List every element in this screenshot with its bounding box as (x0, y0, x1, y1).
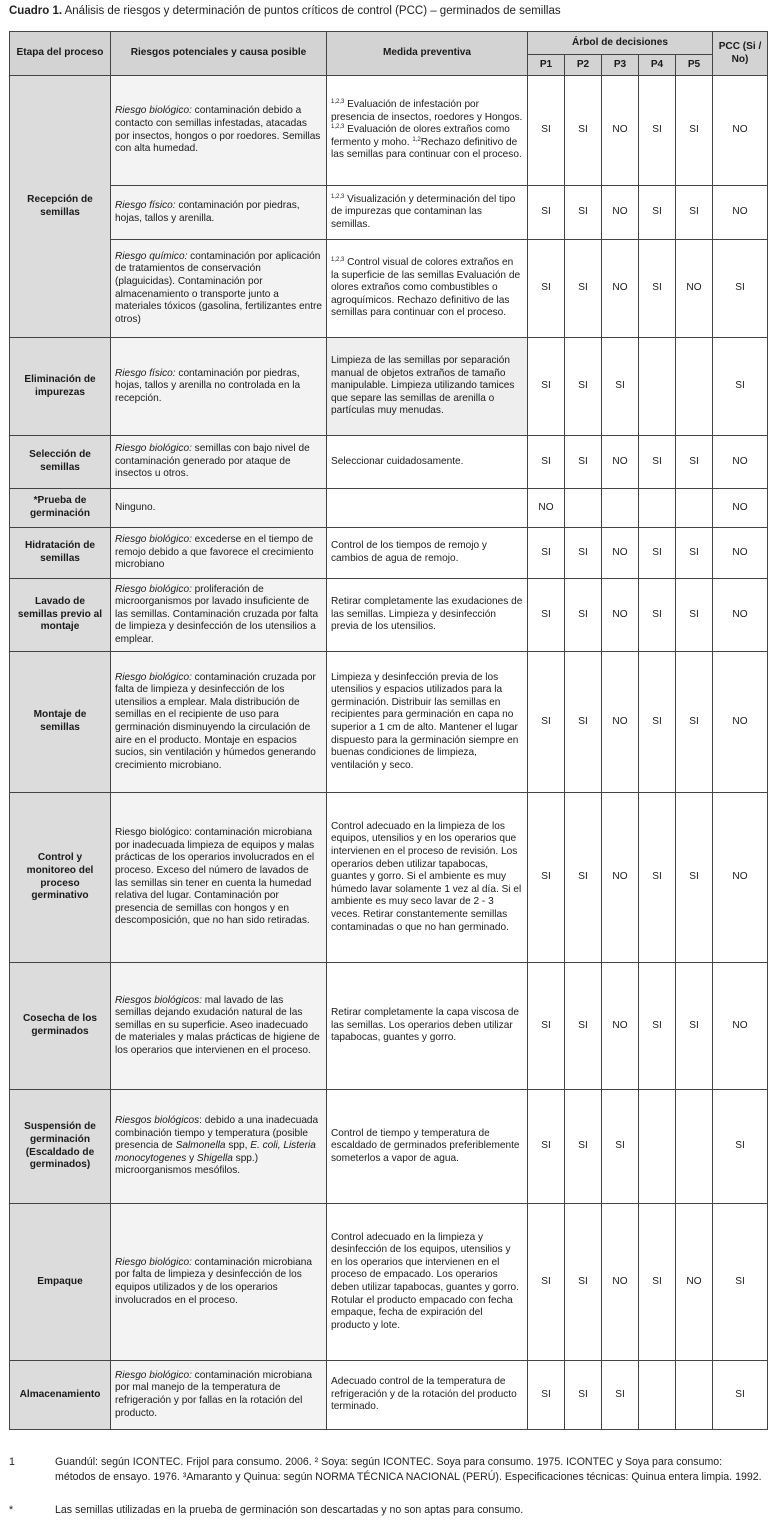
table-row (10, 579, 768, 652)
pcc-cell: NO (713, 963, 768, 1090)
p1-cell: SI (528, 240, 565, 338)
risk-type: Riesgos biológicos (115, 1115, 200, 1127)
p1-cell: SI (528, 579, 565, 652)
ref-sup: 1,2,3 (331, 193, 345, 200)
risk-cell (111, 1361, 327, 1430)
measure-text: Visualización y determinación del tipo de impurezas que contaminan las semillas. (331, 193, 516, 230)
stage-cell: *Prueba de germinación (10, 489, 111, 528)
table-row (10, 338, 768, 436)
p2-cell: SI (565, 1204, 602, 1361)
p2-cell: SI (565, 1361, 602, 1430)
p4-cell (639, 489, 676, 528)
p4-cell: SI (639, 1204, 676, 1361)
ref-sup: 1,2 (412, 136, 421, 143)
p1-cell: SI (528, 338, 565, 436)
risk-text: contaminación microbiana por mal manejo de la temperatura de refrigeración y por fallas en la rotación del producto. (115, 1369, 312, 1419)
p5-cell (676, 338, 713, 436)
stage-cell: Selección de semillas (10, 436, 111, 489)
p5-cell: SI (676, 963, 713, 1090)
risk-cell (111, 338, 327, 436)
risk-type: Riesgo químico: (115, 250, 188, 262)
header-pcc: PCC (Si / No) (713, 32, 768, 76)
p3-cell: NO (602, 436, 639, 489)
p4-cell (639, 1361, 676, 1430)
p5-cell: SI (676, 579, 713, 652)
risk-text: semillas con bajo nivel de contaminación generado por ataque de insectos u otros. (115, 443, 310, 480)
risk-type: Riesgo físico: (115, 199, 176, 211)
header-p3: P3 (602, 55, 639, 76)
p4-cell: SI (639, 963, 676, 1090)
caption-title: Análisis de riesgos y determinación de puntos críticos de control (PCC) – germinados de semillas (64, 5, 561, 17)
p1-cell: NO (528, 489, 565, 528)
p3-cell: NO (602, 76, 639, 186)
stage-cell: Control y monitoreo del proceso germinativo (10, 793, 111, 963)
header-p2: P2 (565, 55, 602, 76)
risk-type: Riesgos biológicos: (115, 994, 202, 1006)
footnote-mark: * (9, 1504, 14, 1516)
measure-cell: Limpieza de las semillas por separación manual de objetos extraños de tamaño manipulable. Limpieza utilizando tamices que separe las semillas de arenilla o partículas muy menudas. (327, 338, 528, 436)
caption-label: Cuadro 1. (9, 5, 63, 17)
table-row (10, 186, 768, 240)
p3-cell: NO (602, 793, 639, 963)
p4-cell: SI (639, 76, 676, 186)
p2-cell: SI (565, 186, 602, 240)
risk-cell (111, 76, 327, 186)
p3-cell: NO (602, 963, 639, 1090)
p5-cell: SI (676, 652, 713, 793)
risk-cell (111, 963, 327, 1090)
risk-type: Riesgo biológico: (115, 534, 192, 546)
risk-text: spp, (225, 1140, 251, 1152)
table-row (10, 436, 768, 489)
risk-cell (111, 489, 327, 528)
measure-cell: Control adecuado en la limpieza de los equipos, utensilios y en los operarios que intervienen en el proceso de revisión. Los operarios deben utilizar tapabocas, guantes y gorro. Si el ambiente es muy húmedo lavar solamente 1 vez al día. Si el ambiente es muy seco lavar de 2 - 3 veces. Retirar constantemente semillas contaminadas o que no han germinado. (327, 793, 528, 963)
p4-cell: SI (639, 240, 676, 338)
risk-species: Shigella (196, 1152, 233, 1164)
risk-cell (111, 1204, 327, 1361)
pcc-cell: NO (713, 186, 768, 240)
table-row (10, 240, 768, 338)
stage-cell: Suspensión de germinación (Escaldado de germinados) (10, 1090, 111, 1204)
p3-cell: NO (602, 652, 639, 793)
header-risk: Riesgos potenciales y causa posible (111, 32, 327, 76)
pcc-cell: NO (713, 793, 768, 963)
risk-cell (111, 793, 327, 963)
p4-cell: SI (639, 186, 676, 240)
p2-cell: SI (565, 436, 602, 489)
risk-text: contaminación debido a contacto con semillas infestadas, atacadas por insectos, hongos o por roedores. Semillas con alta humedad. (115, 105, 321, 155)
measure-cell (327, 240, 528, 338)
table-row (10, 652, 768, 793)
ref-sup: 1,2,3 (331, 257, 345, 264)
risk-type: Riesgo biológico: (115, 1369, 192, 1381)
header-measure: Medida preventiva (327, 32, 528, 76)
risk-type: Riesgo biológico: (115, 1256, 192, 1268)
stage-cell: Almacenamiento (10, 1361, 111, 1430)
p3-cell: NO (602, 240, 639, 338)
measure-cell: Retirar completamente la capa viscosa de las semillas. Los operarios deben utilizar tapabocas, guantes y gorro. (327, 963, 528, 1090)
pcc-cell: NO (713, 528, 768, 579)
p2-cell: SI (565, 240, 602, 338)
p3-cell: SI (602, 1361, 639, 1430)
p2-cell: SI (565, 1090, 602, 1204)
measure-text: Evaluación de infestación por presencia de insectos, roedores y Hongos. (331, 99, 523, 123)
p4-cell (639, 338, 676, 436)
risk-text: contaminación por piedras, hojas, tallos y arenilla no controlada en la recepción. (115, 367, 301, 404)
p1-cell: SI (528, 436, 565, 489)
p3-cell: SI (602, 338, 639, 436)
measure-cell (327, 489, 528, 528)
p2-cell: SI (565, 579, 602, 652)
p4-cell: SI (639, 579, 676, 652)
risk-type: Riesgo biológico: (115, 105, 192, 117)
header-stage: Etapa del proceso (10, 32, 111, 76)
risk-text: contaminación microbiana por falta de limpieza y desinfección de los equipos utilizados y de los operarios involucrados en el proceso. (115, 1256, 312, 1306)
p3-cell: NO (602, 528, 639, 579)
ref-sup: 1,2,3 (331, 99, 345, 106)
stage-cell: Cosecha de los germinados (10, 963, 111, 1090)
p2-cell: SI (565, 963, 602, 1090)
p5-cell (676, 1090, 713, 1204)
stage-cell: Empaque (10, 1204, 111, 1361)
risk-species: E. coli, Listeria monocytogenes (115, 1140, 316, 1164)
p5-cell: NO (676, 240, 713, 338)
stage-cell: Eliminación de impurezas (10, 338, 111, 436)
measure-text: Rechazo definitivo de las semillas para continuar con el proceso. (331, 136, 522, 161)
table-row (10, 1204, 768, 1361)
risk-type: Riesgo biológico: (115, 671, 192, 683)
p1-cell: SI (528, 1361, 565, 1430)
pcc-cell: NO (713, 489, 768, 528)
risk-text: Ninguno. (115, 501, 156, 513)
table-row (10, 793, 768, 963)
footnote-text: Guandúl: según ICONTEC. Frijol para consumo. 2006. ² Soya: según ICONTEC. Soya para consumo. 1975. ICONTEC y Soya para consumo: métodos de ensayo. 1976. ³Amaranto y Quinua: según NORMA TÉCNICA NACIONAL (PERÚ). Especificaciones técnicas: Quinua entera limpia. 1992. (55, 1456, 762, 1483)
p1-cell: SI (528, 76, 565, 186)
risk-cell (111, 1090, 327, 1204)
pcc-cell: NO (713, 652, 768, 793)
table-row (10, 76, 768, 186)
risk-text: spp.) microorganismos mesófilos. (115, 1152, 259, 1177)
table-caption (9, 5, 561, 17)
pcc-cell: NO (713, 436, 768, 489)
stage-cell: Lavado de semillas previo al montaje (10, 579, 111, 652)
table-row (10, 1090, 768, 1204)
stage-cell: Hidratación de semillas (10, 528, 111, 579)
header-decision-tree: Árbol de decisiones (528, 32, 713, 55)
pcc-cell: SI (713, 1361, 768, 1430)
measure-text: Control visual de colores extraños en la superficie de las semillas Evaluación de olores extraños como combustibles o agroquímicos. Rechazo definitivo de las semillas para continuar con el proceso. (331, 257, 521, 319)
p1-cell: SI (528, 1204, 565, 1361)
stage-cell: Montaje de semillas (10, 652, 111, 793)
risk-species: Salmonella (175, 1140, 226, 1152)
pcc-cell: NO (713, 76, 768, 186)
p2-cell (565, 489, 602, 528)
risk-cell (111, 240, 327, 338)
p3-cell: SI (602, 1090, 639, 1204)
p2-cell: SI (565, 652, 602, 793)
measure-cell: Control de tiempo y temperatura de escaldado de germinados preferiblemente someterlos a vapor de agua. (327, 1090, 528, 1204)
measure-cell: Retirar completamente las exudaciones de las semillas. Limpieza y desinfección previa de los utensilios. (327, 579, 528, 652)
ref-sup: 1,2,3 (331, 124, 345, 131)
p2-cell: SI (565, 793, 602, 963)
pcc-cell: SI (713, 338, 768, 436)
p4-cell (639, 1090, 676, 1204)
p2-cell: SI (565, 338, 602, 436)
risk-type: Riesgo biológico: (115, 583, 192, 595)
p3-cell: NO (602, 579, 639, 652)
risk-cell (111, 579, 327, 652)
p3-cell: NO (602, 1204, 639, 1361)
p4-cell: SI (639, 528, 676, 579)
measure-cell: Control adecuado en la limpieza y desinfección de los equipos, utensilios y en los operarios que intervienen en el proceso de empacado. Los operarios deben utilizar tapabocas, guantes y gorro. Rotular el producto empacado con fecha empaque, fecha de expiración del producto y lote. (327, 1204, 528, 1361)
p1-cell: SI (528, 528, 565, 579)
risk-type: Riesgo físico: (115, 367, 176, 379)
risk-cell (111, 436, 327, 489)
p5-cell: SI (676, 793, 713, 963)
p5-cell: SI (676, 528, 713, 579)
table-row (10, 1361, 768, 1430)
p1-cell: SI (528, 1090, 565, 1204)
stage-cell: Recepción de semillas (10, 76, 111, 338)
p1-cell: SI (528, 963, 565, 1090)
header-p4: P4 (639, 55, 676, 76)
p5-cell (676, 489, 713, 528)
risk-text: y (186, 1152, 197, 1164)
p5-cell: SI (676, 76, 713, 186)
p4-cell: SI (639, 652, 676, 793)
p1-cell: SI (528, 652, 565, 793)
pcc-cell: NO (713, 579, 768, 652)
p5-cell: NO (676, 1204, 713, 1361)
risk-text: proliferación de microorganismos por lavado insuficiente de las semillas. Contaminación cruzada por falta de limpieza y desinfección de los utensilios a emplear. (115, 583, 319, 645)
p4-cell: SI (639, 793, 676, 963)
risk-cell (111, 186, 327, 240)
header-p1: P1 (528, 55, 565, 76)
risk-text: excederse en el tiempo de remojo debido a que favorece el crecimiento microbiano (115, 534, 314, 571)
measure-cell: Adecuado control de la temperatura de refrigeración y de la rotación del producto terminado. (327, 1361, 528, 1430)
p3-cell: NO (602, 186, 639, 240)
p2-cell: SI (565, 528, 602, 579)
p3-cell (602, 489, 639, 528)
risk-text: contaminación por piedras, hojas, tallos y arenilla. (115, 199, 300, 224)
footnote-1 (9, 1455, 769, 1487)
p1-cell: SI (528, 793, 565, 963)
measure-text: Evaluación de olores extraños como fermento y moho. (331, 124, 510, 148)
risk-text: contaminación por aplicación de tratamientos de conservación (plaguicidas). Contaminación por almacenamiento o transporte junto a materiales tóxicos (gasolina, fertilizantes entre otros) (115, 250, 323, 325)
footnote-text: Las semillas utilizadas en la prueba de germinación son descartadas y no son aptas para consumo. (55, 1504, 524, 1516)
measure-cell: Limpieza y desinfección previa de los utensilios y espacios utilizados para la germinación. Distribuir las semillas en recipientes para germinación en capa no superior a 1 cm de alto. Mantener el lugar dispuesto para la germinación siempre en buenas condiciones de limpieza, ventilación y seco. (327, 652, 528, 793)
p5-cell (676, 1361, 713, 1430)
measure-cell (327, 186, 528, 240)
table-row (10, 963, 768, 1090)
p5-cell: SI (676, 186, 713, 240)
footnote-2 (9, 1503, 769, 1519)
footnote-mark: 1 (9, 1456, 15, 1468)
p4-cell: SI (639, 436, 676, 489)
measure-cell: Seleccionar cuidadosamente. (327, 436, 528, 489)
risk-cell (111, 652, 327, 793)
risk-text: : debido a una inadecuada combinación tiempo y temperatura (posible presencia de (115, 1115, 319, 1152)
table-row (10, 528, 768, 579)
measure-cell: Control de los tiempos de remojo y cambios de agua de remojo. (327, 528, 528, 579)
risk-text: Riesgo biológico: contaminación microbiana por inadecuada limpieza de equipos y malas prácticas de los operarios involucrados en el proceso. Exceso del número de lavados de las semillas sin tener en cuenta la humedad relativa del lugar. Contaminación por presencia de semillas con hongos y en descomposición, que no han sido retiradas. (115, 827, 315, 927)
p5-cell: SI (676, 436, 713, 489)
pcc-cell: SI (713, 240, 768, 338)
pcc-cell: SI (713, 1204, 768, 1361)
risk-type: Riesgo biológico: (115, 443, 192, 455)
risk-text: contaminación cruzada por falta de limpieza y desinfección de los utensilios a emplear. Mala distribución de semillas en el recipiente de uso para germinación disminuyendo la circulación de aire en el producto. Montaje en espacios sucios, sin ventilación y húmedos generando crecimiento microbiano. (115, 671, 316, 771)
p2-cell: SI (565, 76, 602, 186)
haccp-table (9, 31, 768, 1430)
risk-cell (111, 528, 327, 579)
p1-cell: SI (528, 186, 565, 240)
table-row (10, 489, 768, 528)
measure-cell (327, 76, 528, 186)
pcc-cell: SI (713, 1090, 768, 1204)
risk-text: mal lavado de las semillas dejando exudación natural de las semillas en su superficie. Aseo inadecuado de materiales y malas prácticas de higiene de los operarios que intervienen en el proceso. (115, 994, 320, 1056)
header-p5: P5 (676, 55, 713, 76)
